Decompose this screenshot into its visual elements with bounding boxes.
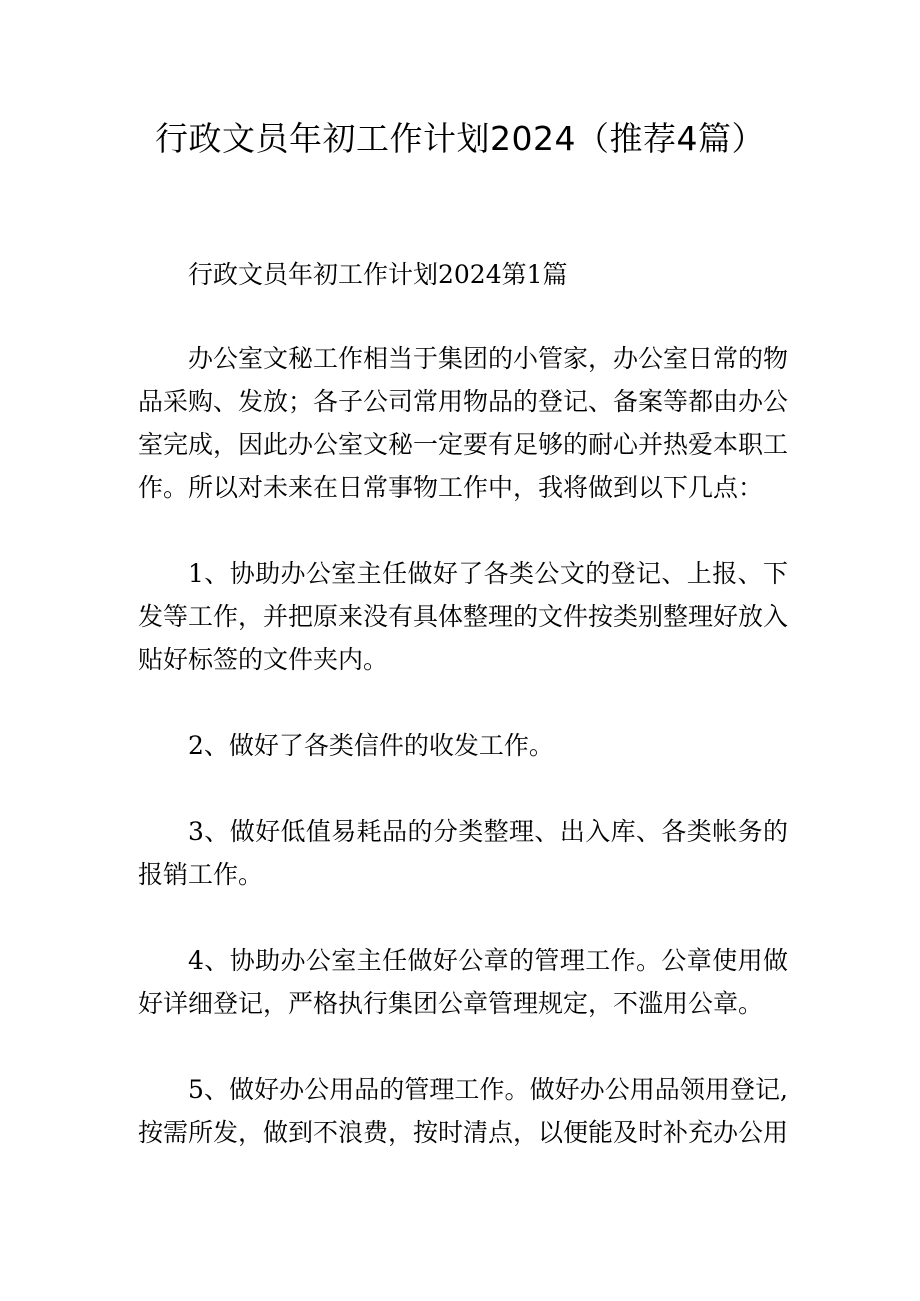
paragraph-item-3: 3、做好低值易耗品的分类整理、出入库、各类帐务的报销工作。 xyxy=(138,817,788,889)
paragraph-item-2: 2、做好了各类信件的收发工作。 xyxy=(188,731,554,760)
document-title: 行政文员年初工作计划2024（推荐4篇） xyxy=(155,119,765,158)
paragraph-item-4: 4、协助办公室主任做好公章的管理工作。公章使用做好详细登记，严格执行集团公章管理规定，不滥用公章。 xyxy=(138,946,788,1018)
section-heading: 行政文员年初工作计划2024第1篇 xyxy=(188,260,568,289)
paragraph-item-5: 5、做好办公用品的管理工作。做好办公用品领用登记,按需所发，做到不浪费，按时清点，以便能及时补充办公用 xyxy=(138,1075,789,1147)
paragraph-item-1: 1、协助办公室主任做好了各类公文的登记、上报、下发等工作，并把原来没有具体整理的文件按类别整理好放入贴好标签的文件夹内。 xyxy=(138,559,789,674)
paragraph-intro: 办公室文秘工作相当于集团的小管家，办公室日常的物品采购、发放；各子公司常用物品的登记、备案等都由办公室完成，因此办公室文秘一定要有足够的耐心并热爱本职工作。所以对未来在日常事物工作中，我将做到以下几点： xyxy=(138,344,789,502)
